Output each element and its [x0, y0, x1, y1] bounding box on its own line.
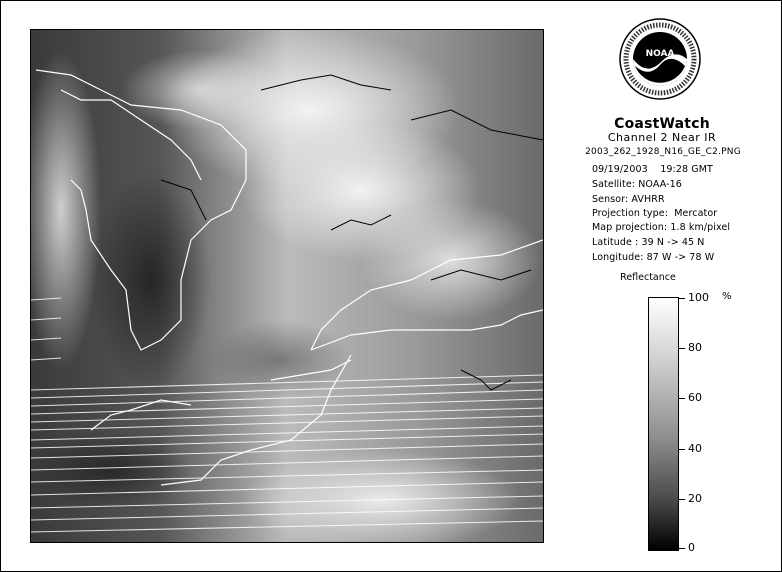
satellite-text: Satellite: NOAA-16 [592, 179, 682, 190]
legend-unit: % [722, 291, 732, 302]
legend-tick-label: 100 [688, 291, 709, 304]
reflectance-colorbar [648, 297, 679, 551]
svg-text:NOAA: NOAA [645, 49, 675, 59]
legend-tick-label: 0 [688, 541, 695, 554]
legend-tick-label: 80 [688, 341, 702, 354]
longitude-text: Longitude: 87 W -> 78 W [592, 252, 715, 263]
app-title: CoastWatch [614, 116, 710, 132]
legend-tick-label: 60 [688, 391, 702, 404]
datetime-text: 09/19/2003 19:28 GMT [592, 164, 713, 175]
legend-tick [679, 398, 685, 399]
legend-title: Reflectance [620, 272, 676, 283]
sensor-text: Sensor: AVHRR [592, 194, 665, 205]
satellite-image [30, 29, 544, 543]
noaa-logo [619, 18, 701, 100]
legend-tick-label: 20 [688, 492, 702, 505]
latitude-text: Latitude : 39 N -> 45 N [592, 237, 705, 248]
file-name: 2003_262_1928_N16_GE_C2.PNG [585, 147, 741, 157]
projection-type-text: Projection type: Mercator [592, 208, 718, 219]
legend-tick [679, 348, 685, 349]
legend-tick [679, 499, 685, 500]
legend-tick-label: 40 [688, 442, 702, 455]
map-projection-text: Map projection: 1.8 km/pixel [592, 222, 731, 233]
legend-tick [679, 449, 685, 450]
legend-tick [679, 298, 685, 299]
legend-tick [679, 548, 685, 549]
channel-subtitle: Channel 2 Near IR [607, 131, 717, 144]
